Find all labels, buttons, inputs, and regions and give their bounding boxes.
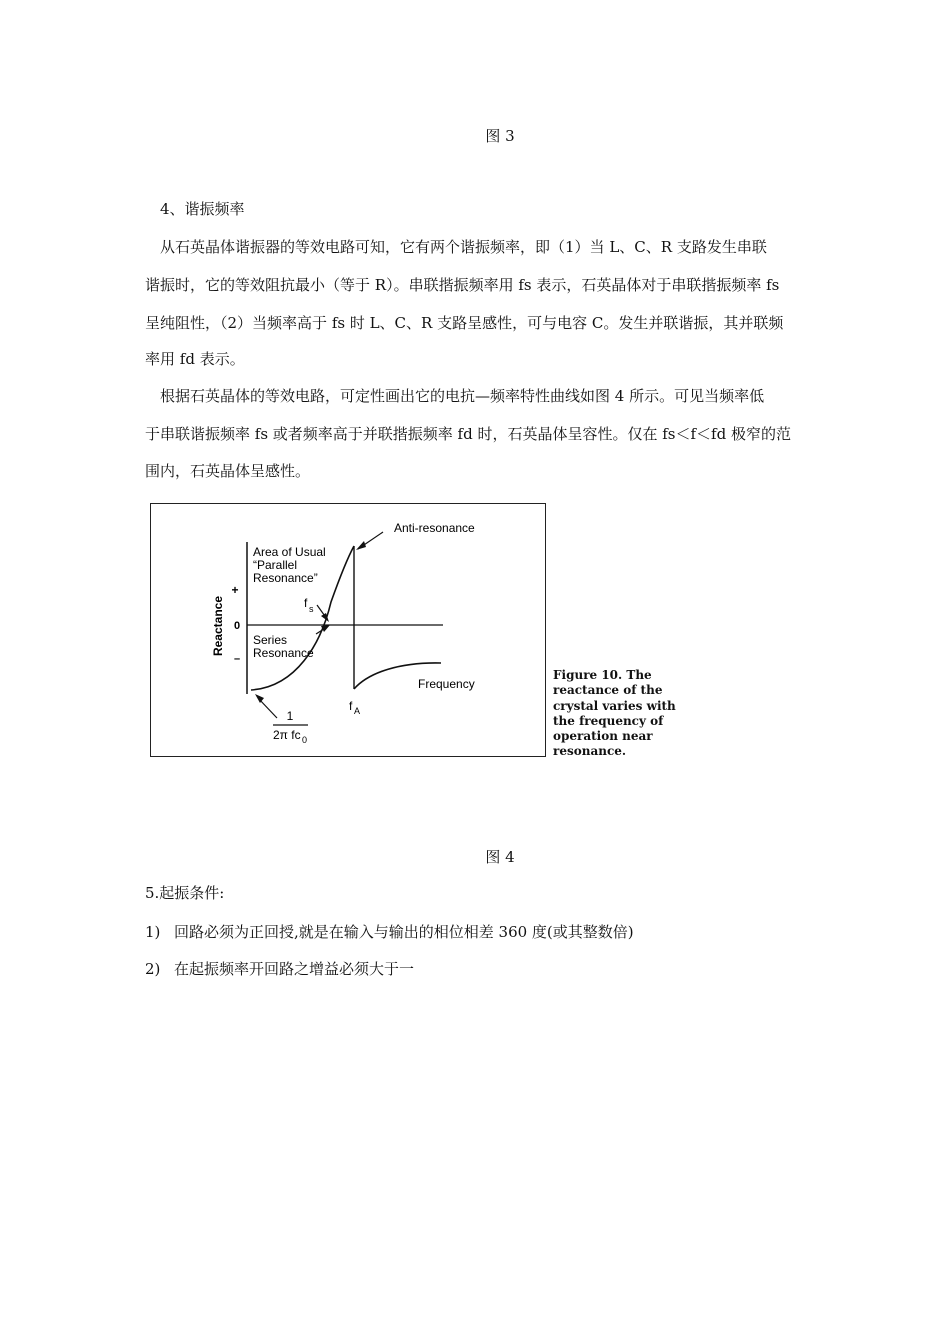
- section-5-heading: 5.起振条件:: [145, 884, 225, 902]
- reactance-figure: [150, 503, 546, 757]
- paragraph-1-line-2: 谐振时，它的等效阻抗最小（等于 R）。串联揩振频率用 fs 表示，石英晶体对于串联揩振频率 fs: [145, 276, 780, 294]
- paragraph-2-line-1: 根据石英晶体的等效电路，可定性画出它的电抗—频率特性曲线如图 4 所示。可见当频率低: [160, 387, 765, 405]
- series-label-line-1: Series: [253, 633, 288, 647]
- minus-sign: –: [233, 653, 241, 665]
- section-4-heading: 4、谐振频率: [160, 200, 245, 218]
- frequency-axis-label: Frequency: [418, 677, 475, 691]
- condition-2-number: 2): [145, 960, 161, 978]
- paragraph-1-line-1: 从石英晶体谐振器的等效电路可知，它有两个谐振频率，即（1）当 L、C、R 支路发生串联: [160, 238, 767, 256]
- paragraph-2-line-3: 围内，石英晶体呈感性。: [145, 462, 311, 480]
- capacitance-arrowhead: [255, 694, 264, 703]
- fa-label: f: [349, 699, 353, 713]
- area-label-line-2: “Parallel: [253, 558, 298, 572]
- area-label-line-1: Area of Usual: [253, 545, 326, 559]
- condition-1-number: 1): [145, 923, 161, 941]
- paragraph-1-line-4: 率用 fd 表示。: [145, 350, 245, 368]
- y-axis-label: Reactance: [211, 595, 225, 657]
- fs-subscript: s: [309, 604, 314, 614]
- figure-4-caption: 图 4: [485, 848, 515, 866]
- paragraph-1-line-3: 呈纯阻性，（2）当频率高于 fs 时 L、C、R 支路呈感性，可与电容 C。发生并联谐振，其并联频: [145, 314, 784, 332]
- figure-3-caption: 图 3: [485, 127, 515, 145]
- zero-tick-label: 0: [233, 620, 241, 632]
- series-label-line-2: Resonance: [253, 646, 314, 660]
- reactance-curve-diagram: [151, 504, 545, 756]
- plus-sign: +: [231, 583, 239, 597]
- anti-resonance-arrowhead: [356, 541, 366, 550]
- figure-10-note: Figure 10. The reactance of the crystal varies with the frequency of operation near resonance.: [553, 668, 676, 759]
- fa-subscript: A: [354, 706, 361, 716]
- fraction-denominator: 2π fc: [273, 728, 301, 742]
- condition-1-text: 回路必须为正回授,就是在输入与输出的相位相差 360 度(或其整数倍): [174, 923, 634, 941]
- fraction-denominator-subscript: 0: [302, 735, 308, 745]
- area-label-line-3: Resonance”: [253, 571, 318, 585]
- fs-label: f: [304, 596, 308, 610]
- paragraph-2-line-2: 于串联谐振频率 fs 或者频率高于并联揩振频率 fd 时，石英晶体呈容性。仅在 fs＜f＜fd 极窄的范: [145, 425, 791, 443]
- anti-resonance-label: Anti-resonance: [394, 521, 475, 535]
- condition-2-text: 在起振频率开回路之增益必须大于一: [174, 960, 415, 978]
- fraction-numerator: 1: [286, 709, 294, 723]
